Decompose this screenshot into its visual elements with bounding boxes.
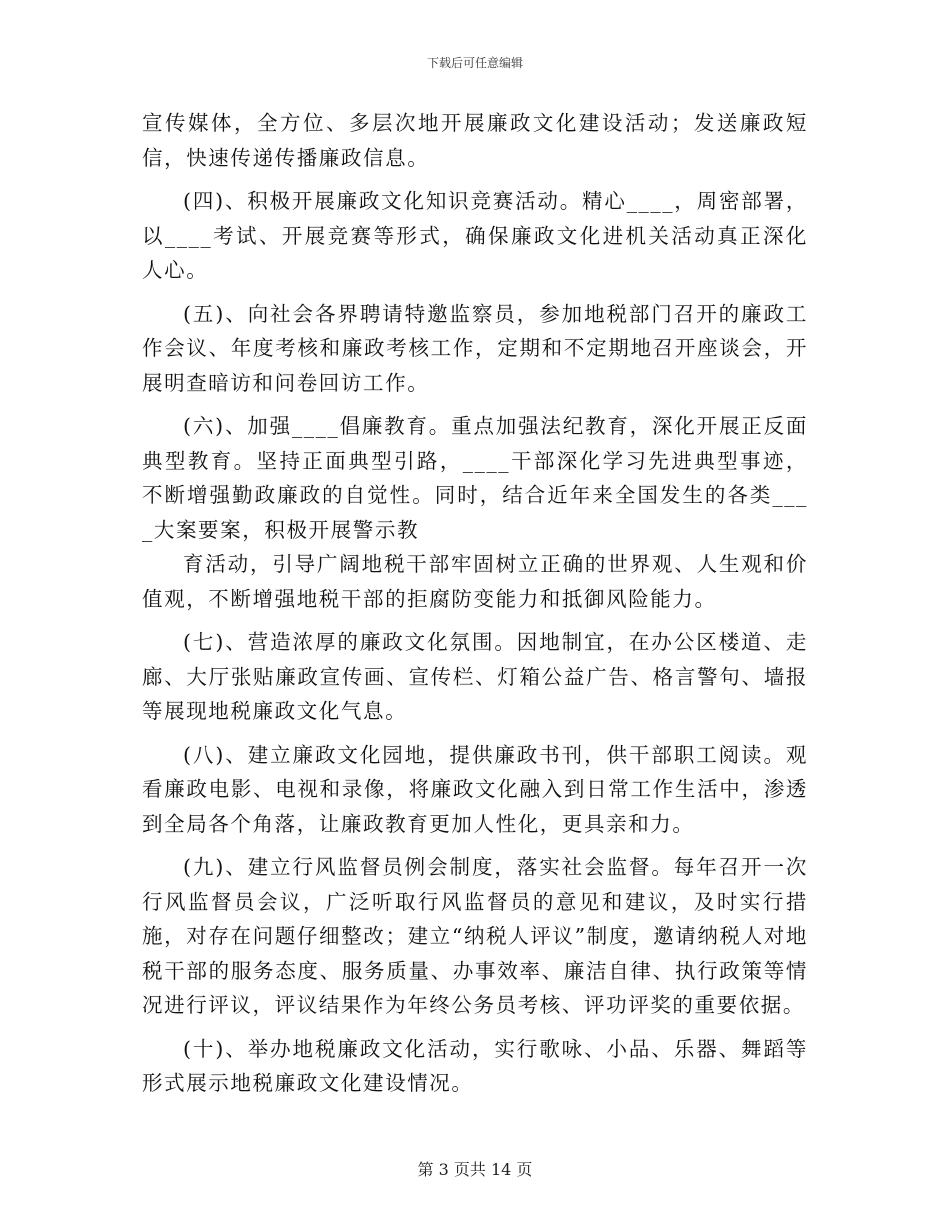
paragraph-continuation: 宣传媒体，全方位、多层次地开展廉政文化建设活动；发送廉政短信，快速传递传播廉政信息。 [142,111,808,170]
paragraph-item-8: (八)、建立廉政文化园地，提供廉政书刊，供干部职工阅读。观看廉政电影、电视和录像，将廉政文化融入到日常工作生活中，渗透到全局各个角落，让廉政教育更加人性化，更具亲和力。 [142,742,808,836]
paragraph-item-10: (十)、举办地税廉政文化活动，实行歌咏、小品、乐器、舞蹈等形式展示地税廉政文化建设情况。 [142,1036,808,1095]
paragraph-item-7: (七)、营造浓厚的廉政文化氛围。因地制宜，在办公区楼道、走廊、大厅张贴廉政宣传画、宣传栏、灯箱公益广告、格言警句、墙报等展现地税廉政文化气息。 [142,630,808,723]
paragraph-item-4: (四)、积极开展廉政文化知识竞赛活动。精心____，周密部署，以____考试、开展竞赛等形式，确保廉政文化进机关活动真正深化人心。 [142,189,808,282]
paragraph-item-6: (六)、加强____倡廉教育。重点加强法纪教育，深化开展正反面典型教育。坚持正面典型引路，____干部深化学习先进典型事迹，不断增强勤政廉政的自觉性。同时，结合近年来全国发生的各类____大案要案，积极开展警示教 [142,414,808,542]
paragraph-item-5: (五)、向社会各界聘请特邀监察员，参加地税部门召开的廉政工作会议、年度考核和廉政考核工作，定期和不定期地召开座谈会，开展明查暗访和问卷回访工作。 [142,301,808,395]
document-body [142,106,808,1110]
paragraph-item-9: (九)、建立行风监督员例会制度，落实社会监督。每年召开一次行风监督员会议，广泛听取行风监督员的意见和建议，及时实行措施，对存在问题仔细整改；建立“纳税人评议”制度，邀请纳税人对地税干部的服务态度、服务质量、办事效率、廉洁自律、执行政策等情况进行评议，评议结果作为年终公务员考核、评功评奖的重要依据。 [142,855,808,1017]
paragraph-item-6-continued: 育活动，引导广阔地税干部牢固树立正确的世界观、人生观和价值观，不断增强地税干部的拒腐防变能力和抵御风险能力。 [142,552,808,611]
page-number: 第 3 页共 14 页 [417,1160,533,1179]
page-header: 下载后可任意编辑 [426,56,523,70]
